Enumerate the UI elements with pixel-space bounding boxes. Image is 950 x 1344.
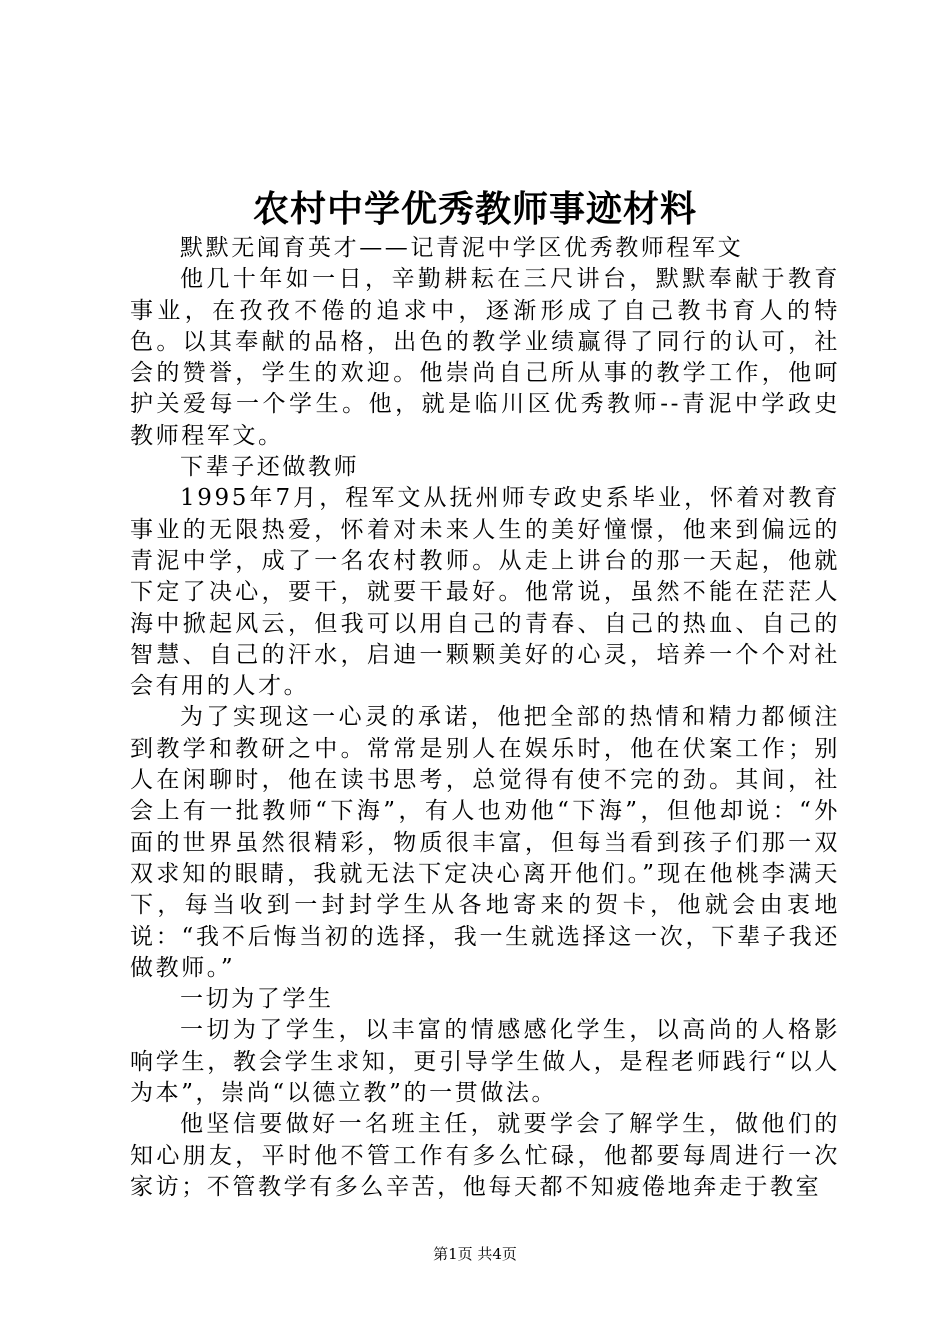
- section-heading: 一切为了学生: [180, 986, 334, 1013]
- body-paragraph: 一切为了学生，以丰富的情感感化学生，以高尚的人格影响学生，教会学生求知，更引导学生做人，是程老师践行“以人为本”，崇尚“以德立教”的一贯做法。: [130, 1017, 840, 1107]
- body-paragraph: 他坚信要做好一名班主任，就要学会了解学生，做他们的知心朋友，平时他不管工作有多么忙碌，他都要每周进行一次家访；不管教学有多么辛苦，他每天都不知疲倦地奔走于教室: [130, 1111, 840, 1200]
- section-heading: 下辈子还做教师: [180, 454, 360, 481]
- body-paragraph: 1995年7月，程军文从抚州师专政史系毕业，怀着对教育事业的无限热爱，怀着对未来人生的美好憧憬，他来到偏远的青泥中学，成了一名农村教师。从走上讲台的那一天起，他就下定了决心，要干，就要干最好。他常说，虽然不能在茫茫人海中掀起风云，但我可以用自己的青春、自己的热血、自己的智慧、自己的汗水，启迪一颗颗美好的心灵，培养一个个对社会有用的人才。: [130, 485, 840, 700]
- subtitle-paragraph: 默默无闻育英才——记青泥中学区优秀教师程军文: [180, 235, 744, 261]
- body-paragraph: 他几十年如一日，辛勤耕耘在三尺讲台，默默奉献于教育事业，在孜孜不倦的追求中，逐渐形成了自己教书育人的特色。以其奉献的品格，出色的教学业绩赢得了同行的认可，社会的赞誉，学生的欢迎。他崇尚自己所从事的教学工作，他呵护关爱每一个学生。他，就是临川区优秀教师--青泥中学政史教师程军文。: [130, 266, 840, 449]
- document-body: [130, 233, 840, 1203]
- page-footer: 第1页 共4页: [433, 1245, 517, 1263]
- body-paragraph: 为了实现这一心灵的承诺，他把全部的热情和精力都倾注到教学和教研之中。常常是别人在娱乐时，他在伏案工作；别人在闲聊时，他在读书思考，总觉得有使不完的劲。其间，社会上有一批教师“下海”，有人也劝他“下海”，但他却说：“外面的世界虽然很精彩，物质很丰富，但每当看到孩子们那一双双求知的眼睛，我就无法下定决心离开他们。”现在他桃李满天下，每当收到一封封学生从各地寄来的贺卡，他就会由衷地说：“我不后悔当初的选择，我一生就选择这一次，下辈子我还做教师。”: [130, 704, 840, 981]
- document-title: 农村中学优秀教师事迹材料: [252, 188, 697, 230]
